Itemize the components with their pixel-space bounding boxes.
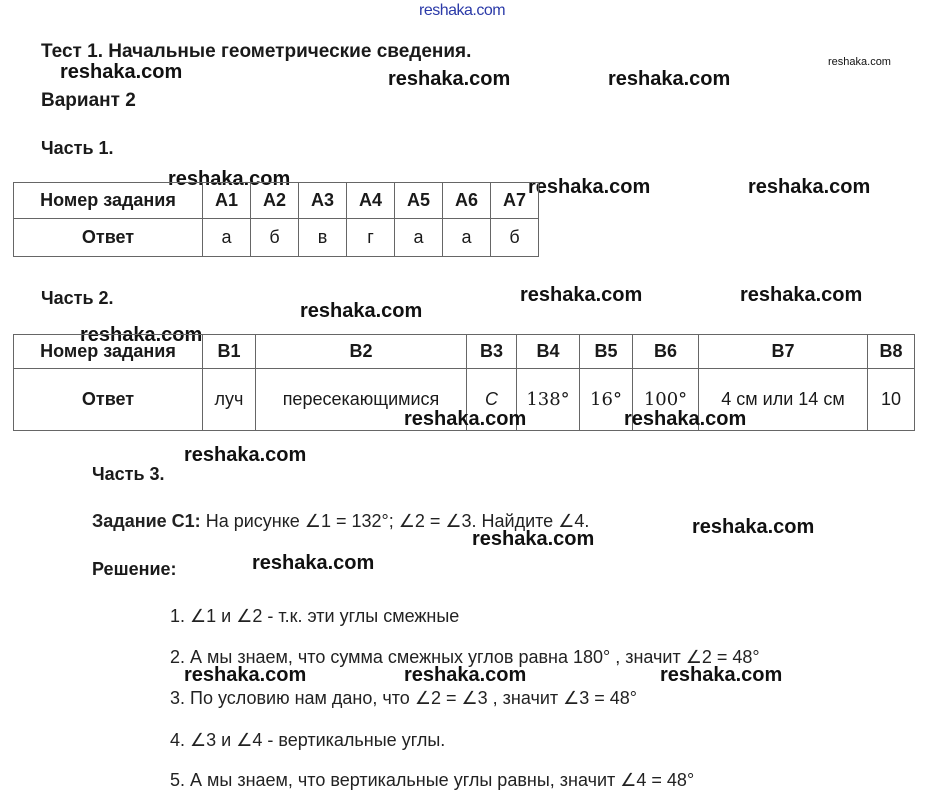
solution-step: 4. ∠3 и ∠4 - вертикальные углы. <box>170 730 446 750</box>
watermark-small: reshaka.com <box>828 56 891 68</box>
watermark: reshaka.com <box>472 528 595 550</box>
part1-answer-cell: б <box>251 219 299 257</box>
part2-answer-cell: 4 см или 14 см <box>699 369 868 431</box>
document-title: Тест 1. Начальные геометрические сведения. <box>41 41 472 62</box>
solution-step: 3. По условию нам дано, что ∠2 = ∠3 , значит ∠3 = 48° <box>170 688 637 708</box>
part2-answer-cell: 138° <box>517 369 580 431</box>
part2-row-header-task: Номер задания <box>14 335 203 369</box>
part1-col-header: A2 <box>251 183 299 219</box>
part2-col-header: B2 <box>256 335 467 369</box>
part2-answer-cell: C <box>467 369 517 431</box>
watermark: reshaka.com <box>404 664 527 686</box>
part2-answer-cell: 10 <box>868 369 915 431</box>
watermark: reshaka.com <box>300 300 423 322</box>
part2-col-header: B7 <box>699 335 868 369</box>
watermark: reshaka.com <box>748 176 871 198</box>
part1-answer-cell: г <box>347 219 395 257</box>
part1-answer-cell: б <box>491 219 539 257</box>
part2-answer-cell: луч <box>203 369 256 431</box>
part2-col-header: B8 <box>868 335 915 369</box>
part2-col-header: B5 <box>580 335 633 369</box>
watermark: reshaka.com <box>168 168 291 190</box>
watermark: reshaka.com <box>528 176 651 198</box>
watermark: reshaka.com <box>740 284 863 306</box>
part1-col-header: A4 <box>347 183 395 219</box>
part3-heading: Часть 3. <box>92 464 165 484</box>
part1-col-header: A5 <box>395 183 443 219</box>
watermark: reshaka.com <box>624 408 747 430</box>
variant-label: Вариант 2 <box>41 90 136 111</box>
part2-row-header-answer: Ответ <box>14 369 203 431</box>
watermark: reshaka.com <box>692 516 815 538</box>
part1-answer-cell: а <box>443 219 491 257</box>
solution-step: 5. А мы знаем, что вертикальные углы равны, значит ∠4 = 48° <box>170 770 695 790</box>
part2-answer-cell: 16° <box>580 369 633 431</box>
watermark: reshaka.com <box>252 552 375 574</box>
part1-answer-cell: а <box>203 219 251 257</box>
watermark: reshaka.com <box>60 61 183 83</box>
watermark: reshaka.com <box>660 664 783 686</box>
solution-label: Решение: <box>92 559 177 579</box>
part1-col-header: A3 <box>299 183 347 219</box>
part2-col-header: B6 <box>633 335 699 369</box>
watermark: reshaka.com <box>520 284 643 306</box>
part1-answer-cell: в <box>299 219 347 257</box>
watermark: reshaka.com <box>388 68 511 90</box>
part1-col-header: A1 <box>203 183 251 219</box>
watermark: reshaka.com <box>184 664 307 686</box>
watermark: reshaka.com <box>404 408 527 430</box>
task-text: На рисунке ∠1 = 132°; ∠2 = ∠3. Найдите ∠4. <box>205 511 590 531</box>
part2-col-header: B1 <box>203 335 256 369</box>
solution-step: 2. А мы знаем, что сумма смежных углов равна 180° , значит ∠2 = 48° <box>170 647 760 667</box>
part1-row-header-answer: Ответ <box>14 219 203 257</box>
watermark: reshaka.com <box>184 444 307 466</box>
part2-heading: Часть 2. <box>41 288 114 308</box>
part1-col-header: A6 <box>443 183 491 219</box>
watermark: reshaka.com <box>608 68 731 90</box>
part2-col-header: B4 <box>517 335 580 369</box>
task-label: Задание С1: <box>92 511 201 531</box>
part1-col-header: A7 <box>491 183 539 219</box>
solution-step: 1. ∠1 и ∠2 - т.к. эти углы смежные <box>170 606 460 626</box>
part1-answer-cell: а <box>395 219 443 257</box>
part2-answer-cell: 100° <box>633 369 699 431</box>
watermark: reshaka.com <box>80 324 203 346</box>
watermark-top: reshaka.com <box>419 2 506 19</box>
part2-answer-cell: пересекающимися <box>256 369 467 431</box>
part1-table <box>13 182 539 257</box>
part1-heading: Часть 1. <box>41 138 114 158</box>
part2-col-header: B3 <box>467 335 517 369</box>
part1-row-header-task: Номер задания <box>14 183 203 219</box>
